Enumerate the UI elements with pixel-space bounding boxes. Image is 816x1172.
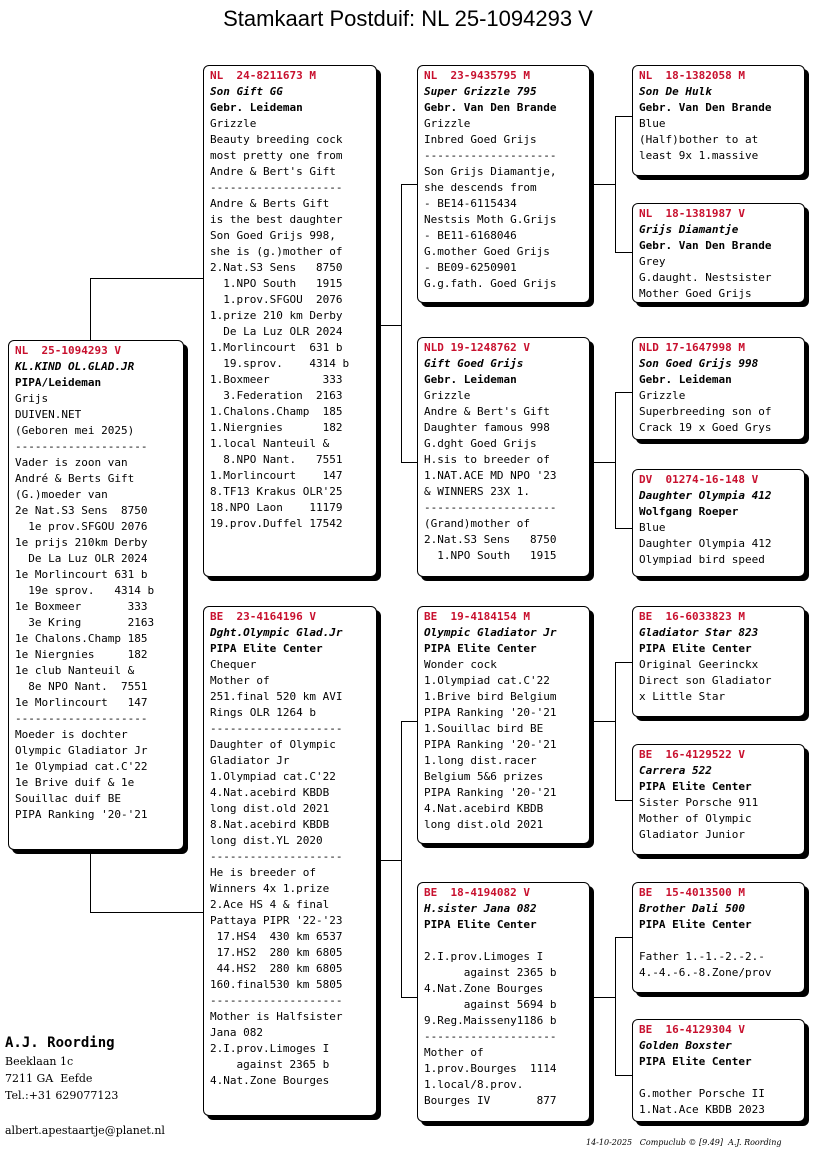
pigeon-card-mff (632, 606, 805, 717)
info-line: 17.HS2 280 km 6805 (210, 946, 343, 959)
owner-name: Gebr. Leideman (210, 101, 303, 114)
pigeon-name: KL.KIND OL.GLAD.JR (15, 360, 135, 373)
info-line: 8.Nat.acebird KBDB (210, 818, 330, 831)
owner-name: PIPA/Leideman (15, 376, 102, 389)
info-line: Daughter famous 998 (424, 421, 550, 434)
info-line: (Half)bother to at (639, 133, 759, 146)
connector-line (590, 184, 616, 185)
ring-number: NL 18-1382058 M (639, 69, 745, 82)
info-line: 4.Nat.acebird KBDB (424, 802, 544, 815)
owner-name: PIPA Elite Center (639, 918, 752, 931)
info-line: 19.prov.Duffel 17542 (210, 517, 343, 530)
info-line: 2.Nat.S3 Sens 8750 (210, 261, 343, 274)
info-line: Son Goed Grijs 998, (210, 229, 336, 242)
connector-line (401, 721, 402, 998)
info-line: 3e Kring 2163 (15, 616, 155, 629)
pigeon-name: Golden Boxster (639, 1039, 732, 1052)
info-line: 1.long dist.racer (424, 754, 537, 767)
ring-number: NL 25-1094293 V (15, 344, 121, 357)
owner-name: Gebr. Leideman (639, 373, 732, 386)
info-line: 1.prov.SFGOU 2076 (210, 293, 343, 306)
connector-line (615, 252, 632, 253)
pigeon-card-subject (8, 340, 184, 850)
info-line: Mother of (424, 1046, 484, 1059)
connector-line (615, 800, 632, 801)
info-line: 1e Chalons.Champ 185 (15, 632, 148, 645)
ring-number: BE 16-4129304 V (639, 1023, 745, 1036)
info-line: Olympiad bird speed (639, 553, 765, 566)
info-line: G.daught. Nestsister (639, 271, 772, 284)
info-line: Father 1.-1.-2.-2.- (639, 950, 765, 963)
info-line: André & Berts Gift (15, 472, 135, 485)
info-line (639, 933, 798, 949)
info-line: Chequer (210, 658, 257, 671)
info-line: 1e Niergnies 182 (15, 648, 148, 661)
pigeon-name: Super Grizzle 795 (424, 85, 537, 98)
ring-number: BE 16-4129522 V (639, 748, 745, 761)
info-line: Mother Goed Grijs (639, 287, 752, 300)
info-line: 1.Morlincourt 631 b (210, 341, 343, 354)
pigeon-card-father (203, 65, 377, 577)
info-line: Nestsis Moth G.Grijs (424, 213, 557, 226)
info-line: 3.Federation 2163 (210, 389, 343, 402)
info-line: -------------------- (424, 149, 557, 162)
info-line: 1e Boxmeer 333 (15, 600, 148, 613)
info-line: 1e club Nanteuil & (15, 664, 135, 677)
pigeon-name: Olympic Gladiator Jr (424, 626, 557, 639)
info-line: 1e Morlincourt 147 (15, 696, 148, 709)
owner-name: Gebr. Van Den Brande (424, 101, 557, 114)
info-line: is the best daughter (210, 213, 343, 226)
pigeon-name: Gladiator Star 823 (639, 626, 759, 639)
info-line: & WINNERS 23X 1. (424, 485, 530, 498)
info-line (639, 1070, 798, 1086)
info-line: (G.)moeder van (15, 488, 108, 501)
breeder-info (5, 1035, 205, 1106)
pigeon-card-maternal-grandfather (417, 606, 590, 844)
owner-name: PIPA Elite Center (424, 642, 537, 655)
info-line: long dist.old 2021 (210, 802, 330, 815)
ring-number: NL 23-9435795 M (424, 69, 530, 82)
info-line: Blue (639, 521, 666, 534)
info-line: 9.Reg.Maisseny1186 b (424, 1014, 557, 1027)
pigeon-card-mmf (632, 882, 805, 993)
info-line: Mother is Halfsister (210, 1010, 343, 1023)
info-line: (Grand)mother of (424, 517, 530, 530)
info-line: 4.Nat.Zone Bourges (210, 1074, 330, 1087)
info-line: G.mother Porsche II (639, 1087, 765, 1100)
info-line: De La Luz OLR 2024 (15, 552, 148, 565)
pigeon-name: Carrera 522 (639, 764, 712, 777)
breeder-email[interactable]: albert.apestaartje@planet.nl (5, 1124, 165, 1137)
info-line: G.dght Goed Grijs (424, 437, 537, 450)
info-line: Original Geerinckx (639, 658, 759, 671)
info-line: Pattaya PIPR '22-'23 (210, 914, 343, 927)
info-line: 1.NAT.ACE MD NPO '23 (424, 469, 557, 482)
info-line: she descends from (424, 181, 537, 194)
info-line: Beauty breeding cock (210, 133, 343, 146)
info-line: Vader is zoon van (15, 456, 128, 469)
pigeon-card-maternal-grandmother (417, 882, 590, 1122)
info-line: 1.Boxmeer 333 (210, 373, 343, 386)
connector-line (615, 937, 616, 1076)
info-line: 1e Brive duif & 1e (15, 776, 135, 789)
connector-line (377, 325, 402, 326)
ring-number: NLD 17-1647998 M (639, 341, 745, 354)
info-line (424, 933, 583, 949)
page-title: Stamkaart Postduif: NL 25-1094293 V (223, 6, 593, 31)
info-line: - BE09-6250901 (424, 261, 517, 274)
ring-number: BE 23-4164196 V (210, 610, 316, 623)
connector-line (590, 462, 616, 463)
info-line: against 5694 b (424, 998, 557, 1011)
info-line: Mother of (210, 674, 270, 687)
info-line: -------------------- (210, 722, 343, 735)
info-line: 1e Olympiad cat.C'22 (15, 760, 148, 773)
info-line: Andre & Berts Gift (210, 197, 330, 210)
owner-name: PIPA Elite Center (639, 780, 752, 793)
info-line: De La Luz OLR 2024 (210, 325, 343, 338)
ring-number: BE 19-4184154 M (424, 610, 530, 623)
info-line: Grizzle (424, 389, 471, 402)
info-line: 44.HS2 280 km 6805 (210, 962, 343, 975)
info-line: 1.Brive bird Belgium (424, 690, 557, 703)
connector-line (401, 184, 402, 463)
info-line: Andre & Bert's Gift (424, 405, 550, 418)
info-line: 19e sprov. 4314 b (15, 584, 155, 597)
info-line: Gladiator Jr (210, 754, 290, 767)
info-line: 1.prize 210 km Derby (210, 309, 343, 322)
pigeon-card-ffm (632, 203, 805, 303)
info-line: 160.final530 km 5805 (210, 978, 343, 991)
footer-credit: 14-10-2025 Compuclub © [9.49] A.J. Roording (586, 1138, 782, 1147)
connector-line (90, 278, 91, 341)
info-line: PIPA Ranking '20-'21 (424, 738, 557, 751)
pigeon-name: Gift Goed Grijs (424, 357, 524, 370)
info-line: most pretty one from (210, 149, 343, 162)
info-line: - BE11-6168046 (424, 229, 517, 242)
connector-line (615, 528, 632, 529)
pigeon-card-paternal-grandfather (417, 65, 590, 303)
info-line: 251.final 520 km AVI (210, 690, 343, 703)
info-line: least 9x 1.massive (639, 149, 759, 162)
info-line: Daughter Olympia 412 (639, 537, 772, 550)
pigeon-card-paternal-grandmother (417, 337, 590, 577)
info-line: G.mother Goed Grijs (424, 245, 550, 258)
info-line: 1.NPO South 1915 (210, 277, 343, 290)
info-line: Moeder is dochter (15, 728, 128, 741)
info-line: Winners 4x 1.prize (210, 882, 330, 895)
info-line: 2.I.prov.Limoges I (424, 950, 544, 963)
info-line: 1.Chalons.Champ 185 (210, 405, 343, 418)
owner-name: Gebr. Van Den Brande (639, 101, 772, 114)
pigeon-name: Grijs Diamantje (639, 223, 739, 236)
info-line: 1.Morlincourt 147 (210, 469, 343, 482)
info-line: 8e NPO Nant. 7551 (15, 680, 148, 693)
info-line: Bourges IV 877 (424, 1094, 557, 1107)
info-line: Souillac duif BE (15, 792, 121, 805)
connector-line (590, 997, 616, 998)
info-line: -------------------- (424, 501, 557, 514)
info-line: x Little Star (639, 690, 726, 703)
info-line: 18.NPO Laon 11179 (210, 501, 343, 514)
pigeon-name: Dght.Olympic Glad.Jr (210, 626, 343, 639)
info-line: Blue (639, 117, 666, 130)
breeder-street: Beeklaan 1c (5, 1055, 74, 1068)
info-line: Belgium 5&6 prizes (424, 770, 544, 783)
info-line: Crack 19 x Goed Grys (639, 421, 772, 434)
connector-line (615, 662, 632, 663)
info-line: PIPA Ranking '20-'21 (424, 786, 557, 799)
pigeon-card-mmm (632, 1019, 805, 1122)
info-line: G.g.fath. Goed Grijs (424, 277, 557, 290)
connector-line (90, 912, 204, 913)
connector-line (401, 997, 417, 998)
info-line: 1.Niergnies 182 (210, 421, 343, 434)
connector-line (401, 721, 417, 722)
info-line: Son Grijs Diamantje, (424, 165, 557, 178)
pigeon-name: Daughter Olympia 412 (639, 489, 772, 502)
info-line: 8.NPO Nant. 7551 (210, 453, 343, 466)
info-line: 8.TF13 Krakus OLR'25 (210, 485, 343, 498)
connector-line (615, 392, 632, 393)
info-line: 1.Olympiad cat.C'22 (210, 770, 336, 783)
info-line: 1.local/8.prov. (424, 1078, 524, 1091)
info-line: 4.-4.-6.-8.Zone/prov (639, 966, 772, 979)
info-line: Grizzle (424, 117, 471, 130)
info-line: against 2365 b (424, 966, 557, 979)
info-line: -------------------- (210, 181, 343, 194)
ring-number: BE 16-6033823 M (639, 610, 745, 623)
pigeon-name: Son De Hulk (639, 85, 712, 98)
info-line: 1.Souillac bird BE (424, 722, 544, 735)
ring-number: BE 15-4013500 M (639, 886, 745, 899)
ring-number: NL 18-1381987 V (639, 207, 745, 220)
pigeon-card-fmf (632, 337, 805, 440)
ring-number: NLD 19-1248762 V (424, 341, 530, 354)
pigeon-card-mother (203, 606, 377, 1116)
info-line: (Geboren mei 2025) (15, 424, 135, 437)
info-line: against 2365 b (210, 1058, 330, 1071)
info-line: 19.sprov. 4314 b (210, 357, 350, 370)
info-line: PIPA Ranking '20-'21 (424, 706, 557, 719)
info-line: -------------------- (15, 440, 148, 453)
info-line: 2.Nat.S3 Sens 8750 (424, 533, 557, 546)
ring-number: NL 24-8211673 M (210, 69, 316, 82)
info-line: Sister Porsche 911 (639, 796, 759, 809)
connector-line (615, 392, 616, 529)
owner-name: Wolfgang Roeper (639, 505, 739, 518)
owner-name: PIPA Elite Center (424, 918, 537, 931)
connector-line (615, 937, 632, 938)
info-line: 1.Olympiad cat.C'22 (424, 674, 550, 687)
info-line: 4.Nat.acebird KBDB (210, 786, 330, 799)
info-line: 1.local Nanteuil & (210, 437, 330, 450)
info-line: Daughter of Olympic (210, 738, 336, 751)
info-line: Rings OLR 1264 b (210, 706, 316, 719)
info-line: 2.I.prov.Limoges I (210, 1042, 330, 1055)
pigeon-card-mfm (632, 744, 805, 855)
info-line: Wonder cock (424, 658, 497, 671)
info-line: 2.Ace HS 4 & final (210, 898, 330, 911)
pigeon-name: Son Gift GG (210, 85, 283, 98)
info-line: -------------------- (210, 994, 343, 1007)
info-line: -------------------- (15, 712, 148, 725)
ring-number: BE 18-4194082 V (424, 886, 530, 899)
info-line: Superbreeding son of (639, 405, 772, 418)
info-line: Grizzle (210, 117, 257, 130)
connector-line (90, 278, 204, 279)
connector-line (590, 721, 616, 722)
info-line: 1.Nat.Ace KBDB 2023 (639, 1103, 765, 1116)
owner-name: PIPA Elite Center (639, 1055, 752, 1068)
info-line: long dist.old 2021 (424, 818, 544, 831)
owner-name: Gebr. Van Den Brande (639, 239, 772, 252)
info-line: Gladiator Junior (639, 828, 745, 841)
connector-line (615, 116, 616, 253)
connector-line (377, 860, 402, 861)
pigeon-card-fmm (632, 469, 805, 577)
owner-name: Gebr. Leideman (424, 373, 517, 386)
info-line: 1e prijs 210km Derby (15, 536, 148, 549)
connector-line (615, 1075, 632, 1076)
info-line: Direct son Gladiator (639, 674, 772, 687)
connector-line (401, 184, 417, 185)
info-line: long dist.YL 2020 (210, 834, 323, 847)
breeder-city: 7211 GA Eefde (5, 1072, 93, 1085)
connector-line (90, 850, 91, 913)
owner-name: PIPA Elite Center (210, 642, 323, 655)
info-line: Grey (639, 255, 666, 268)
info-line: He is breeder of (210, 866, 316, 879)
breeder-name: A.J. Roording (5, 1035, 115, 1051)
pigeon-name: Brother Dali 500 (639, 902, 745, 915)
info-line: H.sis to breeder of (424, 453, 550, 466)
info-line: Grizzle (639, 389, 686, 402)
owner-name: PIPA Elite Center (639, 642, 752, 655)
connector-line (615, 662, 616, 801)
info-line: Inbred Goed Grijs (424, 133, 537, 146)
info-line: 1e Morlincourt 631 b (15, 568, 148, 581)
info-line: Olympic Gladiator Jr (15, 744, 148, 757)
connector-line (401, 462, 417, 463)
info-line: 1e prov.SFGOU 2076 (15, 520, 148, 533)
info-line: -------------------- (210, 850, 343, 863)
info-line: - BE14-6115434 (424, 197, 517, 210)
info-line: Mother of Olympic (639, 812, 752, 825)
info-line: 17.HS4 430 km 6537 (210, 930, 343, 943)
info-line: 2e Nat.S3 Sens 8750 (15, 504, 148, 517)
info-line: Andre & Bert's Gift (210, 165, 336, 178)
breeder-phone: Tel.:+31 629077123 (5, 1089, 119, 1102)
info-line: 4.Nat.Zone Bourges (424, 982, 544, 995)
info-line: Grijs (15, 392, 49, 405)
info-line: she is (g.)mother of (210, 245, 343, 258)
info-line: DUIVEN.NET (15, 408, 82, 421)
info-line: -------------------- (424, 1030, 557, 1043)
info-line: PIPA Ranking '20-'21 (15, 808, 148, 821)
ring-number: DV 01274-16-148 V (639, 473, 759, 486)
connector-line (615, 116, 632, 117)
info-line: Jana 082 (210, 1026, 263, 1039)
pigeon-card-fff (632, 65, 805, 176)
info-line: 1.NPO South 1915 (424, 549, 557, 562)
pigeon-name: Son Goed Grijs 998 (639, 357, 759, 370)
pigeon-name: H.sister Jana 082 (424, 902, 537, 915)
info-line: 1.prov.Bourges 1114 (424, 1062, 557, 1075)
